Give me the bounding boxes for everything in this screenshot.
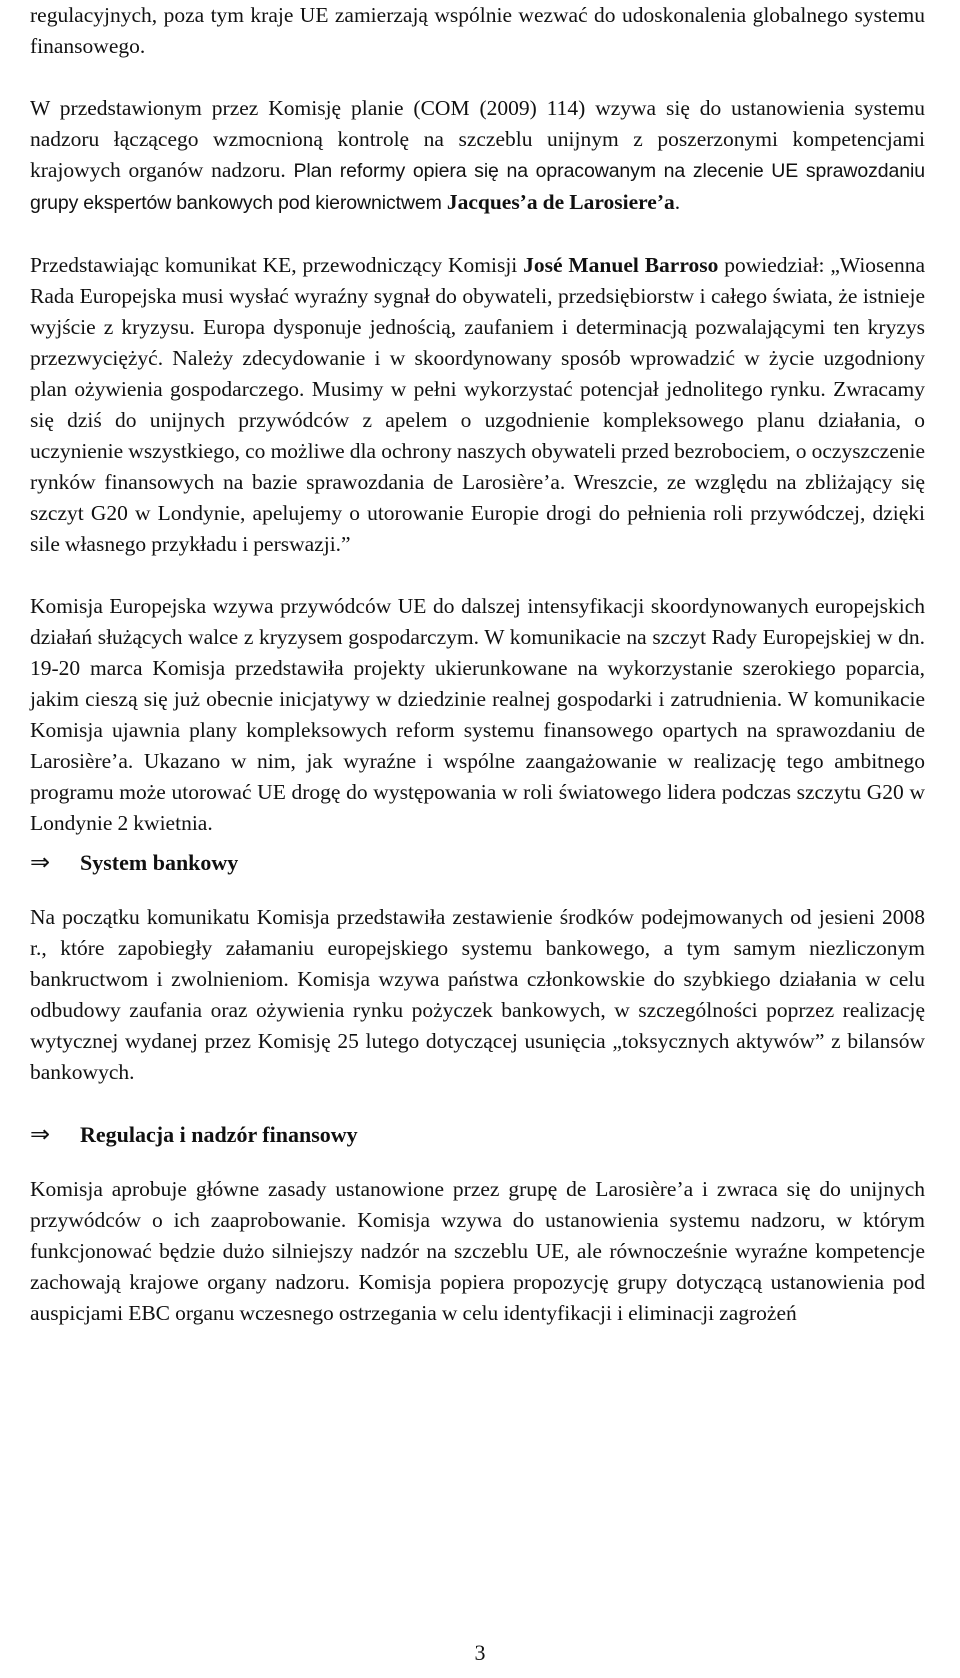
paragraph-text: Przedstawiając komunikat KE, przewodniczący Komisji [30,253,524,277]
paragraph-gap [30,560,925,591]
section-title: Regulacja i nadzór finansowy [80,1122,358,1147]
paragraph-commission-plan [30,93,925,219]
section-heading-system-bankowy [30,847,925,878]
paragraph-commission-calls [30,591,925,839]
paragraph-text: Europa dysponuje jednością, zaufaniem i determinacją pozwalającymi ten kryzys przezwyciężyć. Należy zdecydowanie i w skoordynowany sposób wprowadzić w życie uzgodniony plan ożywienia gospodarczego. Musimy w pełni wykorzystać potencjał jednolitego rynku. Zwracamy się dziś do unijnych przywódców z apelem o uzgodnienie kompleksowego planu działania, o uczynienie wszystkiego, co możliwe dla ochrony naszych obywateli przed bezrobociem, o oczyszczenie rynków finansowych na bazie sprawozdania de Larosière’a. Wreszcie, ze względu na zbliżający się szczyt G20 w Londynie, apelujemy o utorowanie Europie drogi do pełnienia roli przywódczej, dzięki sile własnego przykładu i perswazji.” [30,315,925,556]
paragraph-text: Komisja aprobuje główne zasady ustanowione przez grupę de Larosière’a i zwraca się do unijnych przywódców o ich zaaprobowanie. Komisja wzywa do ustanowienia systemu nadzoru, w którym funkcjonować będzie dużo silniejszy nadzór na szczeblu UE, ale równocześnie wyraźne kompetencje zachowają krajowe organy nadzoru. Komisja popiera propozycję grupy dotyczącą ustanowienia pod auspicjami EBC organu wczesnego ostrzegania w celu identyfikacji i eliminacji zagrożeń [30,1177,925,1325]
section-heading-regulacja [30,1119,925,1150]
bold-name-larosiere: Jacques’a de Larosiere’a [446,190,675,214]
page-number: 3 [474,1640,486,1665]
paragraph-text: W przedstawionym przez Komisję planie (COM (2009) 114) wzywa się do ustanowienia systemu nadzoru łączącego wzmocnioną kontrolę na szczeblu unijnym z poszerzonymi kompetencjami krajowych organów nadzoru. [30,96,925,182]
paragraph-text: regulacyjnych, poza tym kraje UE zamierzają wspólnie wezwać do udoskonalenia globalnego systemu finansowego. [30,3,925,58]
paragraph-barroso-quote [30,250,925,560]
paragraph-regulation [30,1174,925,1329]
section-title: System bankowy [80,850,239,875]
paragraph-intro [30,0,925,62]
bold-name-barroso: José Manuel Barroso [523,253,719,277]
paragraph-text: powiedział: „Wiosenna Rada Europejska musi wysłać wyraźny sygnał do obywateli, przedsiębiorstw i całego świata, że istnieje wyjście z kryzysu. [30,253,925,339]
paragraph-text: Na początku komunikatu Komisja przedstawiła zestawienie środków podejmowanych od jesieni 2008 r., które zapobiegły załamaniu europejskiego systemu bankowego, a tym samym niezliczonym bankructwom i zwolnieniom. Komisja wzywa państwa członkowskie do szybkiego działania w celu odbudowy zaufania oraz ożywienia rynku pożyczek bankowych, w szczególności poprzez realizację wytycznej wydanej przez Komisję 25 lutego dotyczącej usunięcia „toksycznych aktywów” z bilansów bankowych. [30,905,925,1084]
paragraph-text: . [674,190,681,214]
paragraph-gap [30,62,925,93]
paragraph-text-sans: Plan reformy opiera się na opracowanym na zlecenie UE sprawozdaniu grupy ekspertów bankowych pod kierownictwem [30,160,925,214]
paragraph-text: Komisja Europejska wzywa przywódców UE do dalszej intensyfikacji skoordynowanych europejskich działań służących walce z kryzysem gospodarczym. W komunikacie na szczyt Rady Europejskiej w dn. 19-20 marca Komisja przedstawiła projekty ukierunkowane na wykorzystanie szerokiego poparcia, jakim cieszą się już obecnie inicjatywy w dziedzinie realnej gospodarki i zatrudnienia. W komunikacie Komisja ujawnia plany kompleksowych reform systemu finansowego opartych na sprawozdaniu de Larosière’a. Ukazano w nim, jak wyraźne i wspólne zaangażowanie w realizację tego ambitnego programu może utorować UE drogę do występowania w roli światowego lidera podczas szczytu G20 w Londynie 2 kwietnia. [30,594,925,835]
paragraph-gap [30,219,925,250]
double-arrow-icon: ⇒ [30,848,51,876]
document-page [30,0,925,1329]
double-arrow-icon: ⇒ [30,1120,51,1148]
paragraph-banking-system [30,902,925,1088]
